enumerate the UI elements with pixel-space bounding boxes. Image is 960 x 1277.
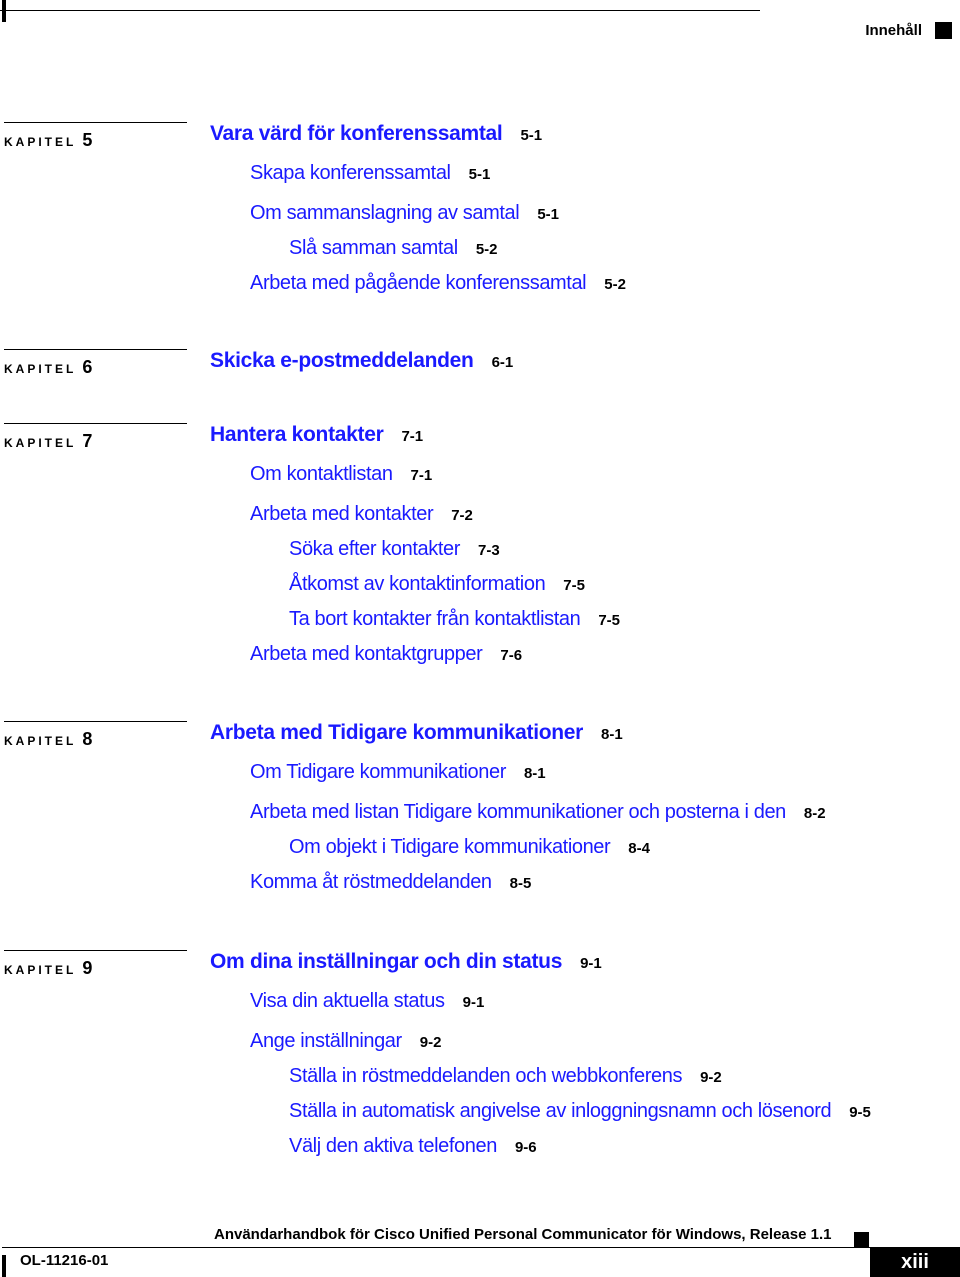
toc-entry-title: Arbeta med kontakter bbox=[250, 503, 434, 525]
toc-entry-page: 9-2 bbox=[700, 1069, 722, 1086]
chapter-rule bbox=[4, 349, 187, 350]
toc-entry-link[interactable] bbox=[250, 801, 826, 824]
toc-entry-title: Ställa in automatisk angivelse av inloggningsnamn och lösenord bbox=[289, 1100, 832, 1122]
toc-entry-link[interactable] bbox=[289, 573, 585, 596]
toc-chapter-title-link[interactable] bbox=[210, 423, 423, 447]
toc-entry-link[interactable] bbox=[250, 463, 432, 486]
toc-entry-page: 6-1 bbox=[491, 354, 514, 371]
chapter-word: KAPITEL bbox=[4, 734, 77, 748]
toc-entry-link[interactable] bbox=[250, 1030, 441, 1053]
toc-entry-title: Om sammanslagning av samtal bbox=[250, 202, 520, 224]
toc-chapter-title-link[interactable] bbox=[210, 950, 602, 974]
toc-entry-link[interactable] bbox=[250, 202, 559, 225]
chapter-rule bbox=[4, 950, 187, 951]
chapter-word: KAPITEL bbox=[4, 362, 77, 376]
toc-entry-page: 7-5 bbox=[598, 612, 621, 629]
toc-entry-page: 9-6 bbox=[514, 1139, 537, 1156]
toc-entry-link[interactable] bbox=[250, 503, 473, 526]
toc-entry-title: Om Tidigare kommunikationer bbox=[250, 761, 506, 783]
toc-entry-title: Ange inställningar bbox=[250, 1030, 402, 1052]
crop-mark-bottom-left bbox=[2, 1255, 6, 1277]
chapter-label bbox=[4, 958, 92, 979]
toc-entry-title: Söka efter kontakter bbox=[289, 538, 460, 560]
toc-entry-page: 8-5 bbox=[509, 875, 532, 892]
header-marker bbox=[935, 22, 952, 39]
toc-entry-title: Hantera kontakter bbox=[210, 423, 384, 446]
chapter-number: 7 bbox=[82, 431, 93, 451]
toc-entry-page: 9-5 bbox=[849, 1104, 871, 1121]
toc-entry-page: 8-2 bbox=[803, 805, 826, 822]
chapter-number: 8 bbox=[82, 729, 93, 749]
toc-entry-page: 8-1 bbox=[601, 726, 623, 743]
toc-entry-page: 5-2 bbox=[604, 276, 626, 293]
toc-entry-page: 8-4 bbox=[628, 840, 650, 857]
chapter-label bbox=[4, 431, 92, 452]
chapter-word: KAPITEL bbox=[4, 436, 77, 450]
toc-entry-page: 5-1 bbox=[520, 127, 543, 144]
toc-entry-page: 5-1 bbox=[468, 166, 491, 183]
toc-entry-link[interactable] bbox=[289, 836, 650, 859]
chapter-number: 9 bbox=[82, 958, 93, 978]
toc-entry-title: Vara värd för konferenssamtal bbox=[210, 122, 503, 145]
toc-entry-title: Om objekt i Tidigare kommunikationer bbox=[289, 836, 611, 858]
toc-entry-title: Skapa konferenssamtal bbox=[250, 162, 451, 184]
toc-entry-title: Om dina inställningar och din status bbox=[210, 950, 563, 973]
chapter-number: 5 bbox=[82, 130, 93, 150]
toc-entry-title: Arbeta med Tidigare kommunikationer bbox=[210, 721, 584, 744]
toc-entry-link[interactable] bbox=[289, 1135, 537, 1158]
toc-entry-title: Skicka e-postmeddelanden bbox=[210, 349, 474, 372]
toc-entry-title: Komma åt röstmeddelanden bbox=[250, 871, 492, 893]
toc-entry-page: 7-2 bbox=[451, 507, 473, 524]
header-rule bbox=[0, 10, 760, 11]
footer-page-number: xiii bbox=[870, 1248, 960, 1277]
toc-entry-link[interactable] bbox=[250, 871, 531, 894]
toc-entry-title: Ställa in röstmeddelanden och webbkonferens bbox=[289, 1065, 683, 1087]
toc-entry-title: Om kontaktlistan bbox=[250, 463, 393, 485]
toc-entry-link[interactable] bbox=[250, 162, 490, 185]
toc-entry-page: 8-1 bbox=[523, 765, 546, 782]
toc-entry-link[interactable] bbox=[250, 990, 484, 1013]
toc-entry-link[interactable] bbox=[250, 761, 546, 784]
toc-entry-page: 7-1 bbox=[410, 467, 433, 484]
toc-entry-link[interactable] bbox=[289, 538, 500, 561]
toc-chapter-title-link[interactable] bbox=[210, 349, 513, 373]
toc-chapter-title-link[interactable] bbox=[210, 122, 542, 146]
toc-entry-title: Arbeta med kontaktgrupper bbox=[250, 643, 483, 665]
toc-entry-page: 5-2 bbox=[475, 241, 498, 258]
toc-entry-link[interactable] bbox=[289, 1065, 722, 1088]
chapter-word: KAPITEL bbox=[4, 963, 77, 977]
toc-entry-page: 9-1 bbox=[462, 994, 485, 1011]
toc-entry-title: Slå samman samtal bbox=[289, 237, 458, 259]
running-header: Innehåll bbox=[865, 22, 922, 39]
crop-mark-top-left bbox=[2, 0, 6, 22]
chapter-label bbox=[4, 357, 92, 378]
toc-entry-link[interactable] bbox=[289, 608, 620, 631]
toc-entry-title: Visa din aktuella status bbox=[250, 990, 445, 1012]
footer-rule bbox=[2, 1247, 960, 1248]
toc-entry-title: Arbeta med listan Tidigare kommunikationer och posterna i den bbox=[250, 801, 786, 823]
toc-entry-title: Åtkomst av kontaktinformation bbox=[289, 573, 546, 595]
footer-marker bbox=[854, 1232, 869, 1247]
toc-chapter-title-link[interactable] bbox=[210, 721, 623, 745]
toc-entry-page: 7-6 bbox=[500, 647, 523, 664]
footer-title: Användarhandbok för Cisco Unified Personal Communicator för Windows, Release 1.1 bbox=[214, 1226, 832, 1243]
toc-entry-page: 5-1 bbox=[537, 206, 559, 223]
toc-entry-link[interactable] bbox=[250, 272, 626, 295]
toc-entry-link[interactable] bbox=[289, 237, 498, 260]
toc-entry-page: 9-2 bbox=[419, 1034, 442, 1051]
toc-entry-link[interactable] bbox=[250, 643, 522, 666]
chapter-number: 6 bbox=[82, 357, 93, 377]
chapter-label bbox=[4, 130, 92, 151]
chapter-rule bbox=[4, 721, 187, 722]
toc-entry-page: 7-1 bbox=[401, 428, 424, 445]
toc-entry-page: 9-1 bbox=[580, 955, 602, 972]
toc-entry-title: Ta bort kontakter från kontaktlistan bbox=[289, 608, 581, 630]
toc-entry-title: Arbeta med pågående konferenssamtal bbox=[250, 272, 587, 294]
toc-entry-page: 7-3 bbox=[478, 542, 500, 559]
chapter-rule bbox=[4, 122, 187, 123]
chapter-label bbox=[4, 729, 92, 750]
chapter-word: KAPITEL bbox=[4, 135, 77, 149]
toc-entry-page: 7-5 bbox=[563, 577, 585, 594]
toc-entry-title: Välj den aktiva telefonen bbox=[289, 1135, 497, 1157]
toc-entry-link[interactable] bbox=[289, 1100, 871, 1123]
chapter-rule bbox=[4, 423, 187, 424]
footer-doc-number: OL-11216-01 bbox=[20, 1252, 109, 1269]
